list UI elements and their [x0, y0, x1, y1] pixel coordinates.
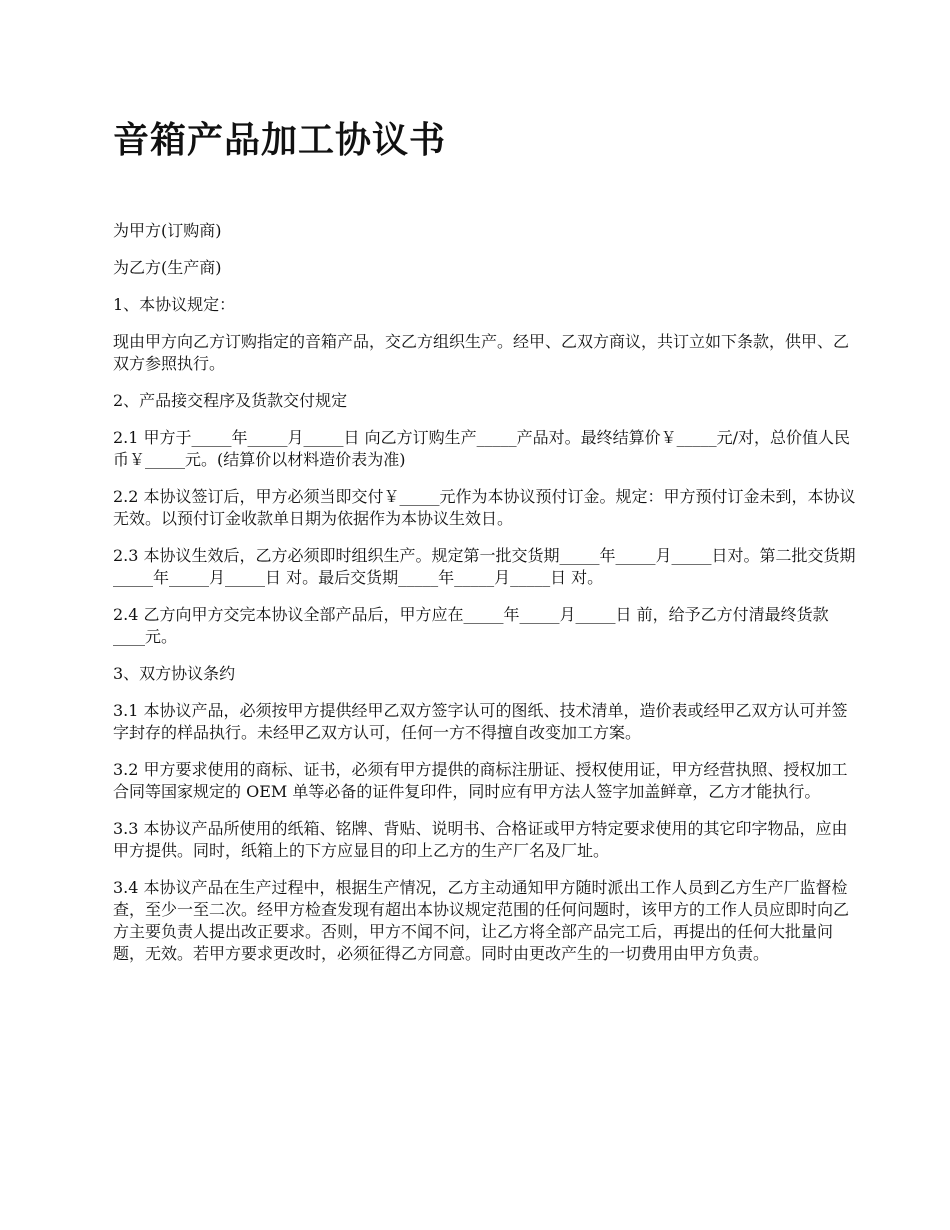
clause-2-2: 2.2 本协议签订后，甲方必须当即交付￥_____元作为本协议预付订金。规定：甲方预付订金未到，本协议无效。以预付订金收款单日期为依据作为本协议生效日。 — [113, 487, 856, 528]
clause-3-2: 3.2 甲方要求使用的商标、证书，必须有甲方提供的商标注册证、授权使用证，甲方经营执照、授权加工合同等国家规定的 OEM 单等必备的证件复印件，同时应有甲方法人签字加盖鲜章，乙方才能执行。 — [113, 760, 848, 801]
clause-2-4: 2.4 乙方向甲方交完本协议全部产品后，甲方应在_____年_____月_____日 前，给予乙方付清最终货款____元。 — [113, 605, 829, 646]
clause-3-4: 3.4 本协议产品在生产过程中，根据生产情况，乙方主动通知甲方随时派出工作人员到乙方生产厂监督检查，至少一至二次。经甲方检查发现有超出本协议规定范围的任何问题时，该甲方的工作人员应即时向乙方主要负责人提出改正要求。否则，甲方不闻不问，让乙方将全部产品完工后，再提出的任何大批量问题，无效。若甲方要求更改时，必须征得乙方同意。同时由更改产生的一切费用由甲方负责。 — [113, 878, 850, 963]
clause-2-3: 2.3 本协议生效后，乙方必须即时组织生产。规定第一批交货期_____年_____月_____日对。第二批交货期_____年_____月_____日 对。最后交货期_____年_____月_____日 对。 — [113, 546, 856, 587]
paragraph-intro: 现由甲方向乙方订购指定的音箱产品，交乙方组织生产。经甲、乙双方商议，共订立如下条款，供甲、乙双方参照执行。 — [113, 332, 850, 373]
clause-2-1: 2.1 甲方于_____年_____月_____日 向乙方订购生产_____产品对。最终结算价￥_____元/对，总价值人民币￥_____元。(结算价以材料造价表为准) — [113, 428, 851, 469]
paragraph-party-b: 为乙方(生产商) — [113, 258, 222, 277]
paragraph-party-a: 为甲方(订购商) — [113, 221, 222, 240]
clause-3-3: 3.3 本协议产品所使用的纸箱、铭牌、背贴、说明书、合格证或甲方特定要求使用的其它印字物品，应由甲方提供。同时，纸箱上的下方应显目的印上乙方的生产厂名及厂址。 — [113, 819, 848, 860]
document-title: 音箱产品加工协议书 — [113, 119, 447, 161]
document-body — [113, 220, 858, 980]
clause-3-1: 3.1 本协议产品，必须按甲方提供经甲乙双方签字认可的图纸、技术清单，造价表或经甲乙双方认可并签字封存的样品执行。未经甲乙双方认可，任何一方不得擅自改变加工方案。 — [113, 701, 848, 742]
section-heading-1: 1、本协议规定： — [113, 295, 236, 314]
section-heading-3: 3、双方协议条约 — [113, 664, 236, 683]
section-heading-2: 2、产品接交程序及货款交付规定 — [113, 391, 348, 410]
